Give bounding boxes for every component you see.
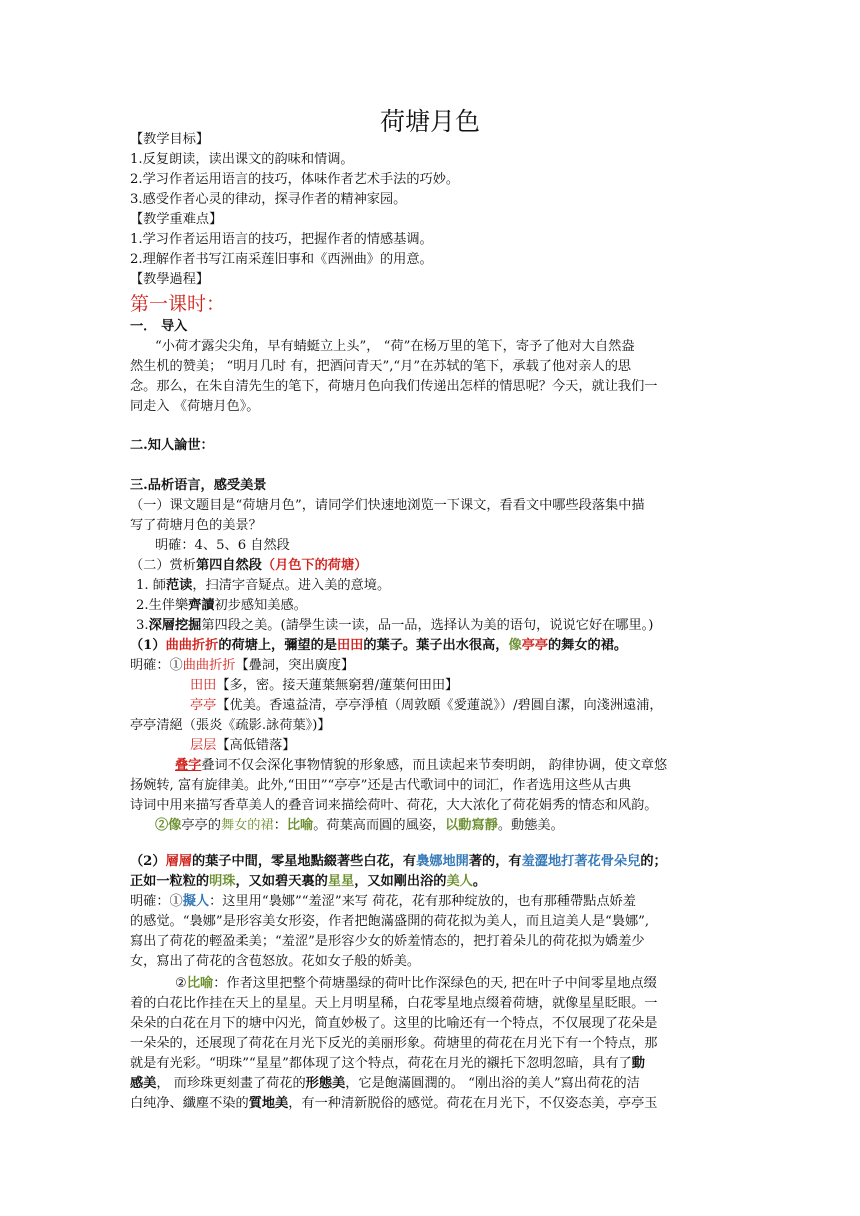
- text-run: 層層: [165, 854, 192, 869]
- text-run: 3.: [136, 618, 149, 633]
- text-run: 齊讀: [188, 598, 215, 613]
- text-line: 念。那么，在朱自清先生的笔下，荷塘月色向我们传递出怎样的情思呢？今天，就让我们一: [130, 379, 658, 394]
- text-line: [175, 974, 657, 994]
- text-run: 舞女的裙: [220, 818, 274, 833]
- text-line: 诗词中用来描写香草美人的叠音词来描绘荷叶、荷花，大大浓化了荷花娟秀的情态和风韵。: [130, 798, 658, 813]
- text-line: [190, 736, 296, 756]
- text-run: 彌望的是: [284, 638, 337, 653]
- text-run: 亭亭的: [181, 818, 221, 833]
- page-title: 荷塘月色: [379, 107, 480, 136]
- text-run: 2.生伴樂: [136, 598, 189, 613]
- text-run: ②: [175, 976, 187, 991]
- text-run: 。動態美。: [497, 818, 564, 833]
- text-line: [130, 656, 354, 676]
- text-run: 正如一粒粒的: [130, 874, 210, 889]
- text-line: （一）课文题目是“荷塘月色”，请同学们快速地浏览一下课文，看看文中哪些段落集中描: [130, 498, 645, 513]
- text-run: 【优美。香遠益清，亭亭淨植（周敦頤《愛蓮説》）/碧圓自潔，向淺洲遠浦，: [216, 698, 663, 713]
- text-line: [130, 1054, 645, 1074]
- text-run: 叠词不仅会深化事物情貌的形象感，而且读起来节奏明朗， 韵律协调，使文章悠: [201, 758, 668, 773]
- text-line: [130, 556, 367, 576]
- text-run: 的；: [640, 854, 667, 869]
- text-line: 朵朵的白花在月下的塘中闪光，简直妙极了。这里的比喻还有一个特点，不仅展现了花朵是: [130, 1016, 658, 1031]
- text-line: 2.学习作者运用语言的技巧，体味作者艺术手法的巧妙。: [130, 172, 460, 187]
- text-line: 【教學過程】: [130, 272, 210, 287]
- text-run: 形態美: [305, 1076, 346, 1091]
- text-run: 的葉子。葉子出水很高，: [363, 638, 509, 653]
- text-line: [130, 892, 636, 912]
- text-run: 1. 師: [136, 578, 166, 593]
- text-run: 著的，有: [468, 854, 522, 869]
- text-line: 亭亭清絕（張炎《疏影.詠荷葉》)】: [130, 718, 331, 733]
- text-run: 羞澀地打著花骨朵兒: [521, 854, 641, 869]
- text-line: 明確：4、5、6 自然段: [155, 538, 290, 553]
- text-line: [130, 872, 486, 892]
- text-run: ，又如剛出浴的: [354, 874, 447, 889]
- text-run: 明確：①: [130, 894, 183, 909]
- text-line: 一朵朵的，还展现了荷花在月光下反光的美丽形象。荷塘里的荷花在月光下有一个特点，那: [130, 1036, 658, 1051]
- text-run: 擬人: [182, 894, 210, 909]
- text-line: 一． 导入: [130, 319, 188, 334]
- text-run: ，有一种清新脱俗的感觉。荷花在月光下，不仅姿态美，亭亭玉: [288, 1096, 658, 1111]
- text-line: [130, 636, 627, 656]
- text-line: [190, 676, 458, 696]
- text-run: 星星: [327, 874, 355, 889]
- text-line: [136, 576, 390, 596]
- text-line: 寫出了荷花的輕盈柔美；“羞涩”是形容少女的娇羞情态的，把打着朵儿的荷花拟为嬌羞少: [130, 934, 645, 949]
- text-run: 明珠: [209, 874, 236, 889]
- text-run: 美人: [446, 874, 473, 889]
- text-run: 亭亭: [521, 638, 548, 653]
- text-run: ：这里用“裊娜”“羞涩”来写 荷花，花有那种绽放的，也有那種帶點点娇羞: [209, 894, 636, 909]
- text-run: （二）赏析: [130, 558, 196, 573]
- text-run: 感美: [130, 1076, 157, 1091]
- text-line: [190, 696, 663, 716]
- text-line: 【教学目标】: [130, 132, 210, 147]
- text-line: [136, 616, 653, 636]
- text-run: 叠字: [175, 758, 202, 773]
- text-line: 1.反复朗读，读出课文的韵味和情调。: [130, 152, 354, 167]
- text-run: 質地美: [248, 1096, 289, 1111]
- text-line: 的感觉。“裊娜”是形容美女形姿，作者把飽滿盛開的荷花拟为美人，而且這美人是“裊娜”,: [130, 914, 650, 929]
- text-run: 田田: [190, 678, 217, 693]
- text-line: [130, 1094, 658, 1114]
- text-run: ：: [273, 818, 287, 833]
- text-line: [136, 596, 307, 616]
- text-run: 比喻: [186, 976, 214, 991]
- text-line: 扬婉转, 富有旋律美。此外,“田田”“亭亭”还是古代歌词中的词汇，作者选用这些从古典: [130, 778, 632, 793]
- text-run: 亭亭: [190, 698, 217, 713]
- text-line: 写了荷塘月色的美景？: [130, 518, 262, 533]
- text-run: ，它是飽滿圓潤的。 “刚出浴的美人”寫出荷花的洁: [345, 1076, 640, 1091]
- text-run: 的荷塘上，: [218, 638, 285, 653]
- text-line: 第一课时：: [130, 293, 226, 315]
- text-run: 【疊詞，突出廣度】: [235, 658, 355, 673]
- text-run: ：作者这里把整个荷塘墨绿的荷叶比作深绿色的天, 把在叶子中间零星地点缀: [213, 976, 657, 991]
- text-run: ， 而珍珠更刻畫了荷花的: [156, 1076, 306, 1091]
- text-run: 動: [631, 1056, 645, 1071]
- text-run: 。荷葉高而圓的風姿，: [313, 818, 446, 833]
- text-run: 比喻: [286, 818, 314, 833]
- text-line: 二.知人論世：: [130, 438, 214, 453]
- text-line: 然生机的赞美； “明月几时 有，把酒问青天”,“月”在苏轼的笔下，承载了他对亲人的思: [130, 359, 632, 374]
- text-run: （2）: [130, 854, 166, 869]
- text-line: 三.品析语言，感受美景: [130, 478, 267, 493]
- text-run: 【多，密。接天蓮葉無窮碧/蓮葉何田田】: [216, 678, 459, 693]
- text-line: [155, 816, 564, 836]
- text-run: 深層挖掘: [148, 618, 202, 633]
- text-run: 以動寫靜: [445, 818, 498, 833]
- text-run: 的葉子中間，零星地點綴著些白花，有: [191, 854, 417, 869]
- text-run: 的舞女的裙。: [548, 638, 628, 653]
- text-line: [175, 756, 667, 776]
- text-line: [130, 1074, 640, 1094]
- text-run: 。: [472, 874, 487, 889]
- text-line: 2.理解作者书写江南采莲旧事和《西洲曲》的用意。: [130, 252, 433, 267]
- text-line: 3.感受作者心灵的律动，探寻作者的精神家园。: [130, 192, 407, 207]
- text-run: 像: [508, 638, 522, 653]
- text-run: 第四自然段: [195, 558, 262, 573]
- text-run: 裊娜地開: [416, 854, 469, 869]
- text-line: 【教学重难点】: [130, 212, 223, 227]
- text-run: 明確：①: [130, 658, 183, 673]
- text-run: 就是有光彩。“明珠”“星星”都体现了这个特点，荷花在月光的襯托下忽明忽暗，具有了: [130, 1056, 632, 1071]
- text-run: 曲曲折折: [182, 658, 236, 673]
- text-run: 层层: [190, 738, 217, 753]
- text-run: ②像: [155, 818, 182, 833]
- text-run: 【高低错落】: [216, 738, 296, 753]
- text-run: 第四段之美。(請學生读一读，品一品，选择认为美的语句，说说它好在哪里。): [201, 618, 654, 633]
- text-line: [130, 852, 667, 872]
- text-run: 曲曲折折: [165, 638, 219, 653]
- text-line: 女，寫出了荷花的含苞怒放。花如女子般的娇美。: [130, 954, 421, 969]
- text-run: 田田: [337, 638, 364, 653]
- text-run: 范读: [165, 578, 193, 593]
- text-run: （: [261, 558, 276, 573]
- text-run: ，又如碧天裏的: [235, 874, 328, 889]
- text-run: 白纯净、纖塵不染的: [130, 1096, 249, 1111]
- text-run: 月色下的荷塘: [275, 558, 355, 573]
- text-line: 着的白花比作挂在天上的星星。天上月明星稀，白花零星地点缀着荷塘，就像星星眨眼。一: [130, 996, 658, 1011]
- text-run: ，扫清字音疑点。进入美的意境。: [192, 578, 391, 593]
- text-line: “小荷才露尖尖角，早有蜻蜓立上头”， “荷”在杨万里的笔下，寄予了他对大自然盎: [155, 339, 635, 354]
- text-run: 初步感知美感。: [214, 598, 307, 613]
- text-run: ）: [354, 558, 368, 573]
- text-line: 1.学习作者运用语言的技巧，把握作者的情感基调。: [130, 232, 433, 247]
- text-line: 同走入 《荷塘月色》。: [130, 399, 260, 414]
- text-run: （1）: [130, 638, 166, 653]
